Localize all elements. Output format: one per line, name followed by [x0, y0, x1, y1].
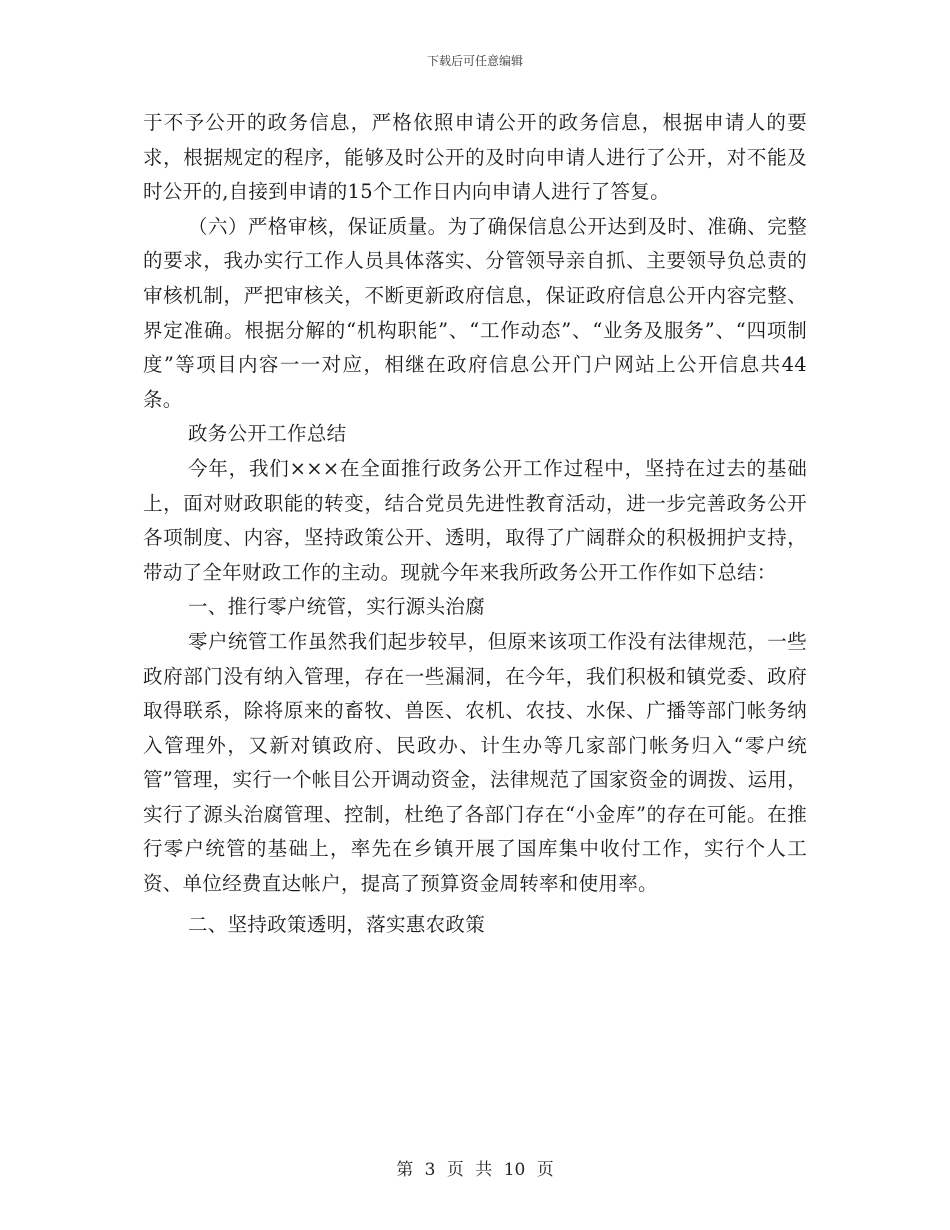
page-number: 第 3 页 共 10 页 [396, 1160, 554, 1180]
document-body [143, 106, 807, 942]
paragraph-continuation: 于不予公开的政务信息，严格依照申请公开的政务信息，根据申请人的要求，根据规定的程序，能够及时公开的及时向申请人进行了公开，对不能及时公开的,自接到申请的15个工作日内向申请人进行了答复。 [143, 111, 807, 204]
paragraph-section-one: 零户统管工作虽然我们起步较早，但原来该项工作没有法律规范，一些政府部门没有纳入管理，存在一些漏洞，在今年，我们积极和镇党委、政府取得联系，除将原来的畜牧、兽医、农机、农技、水保、广播等部门帐务纳入管理外，又新对镇政府、民政办、计生办等几家部门帐务归入“零户统管”管理，实行一个帐目公开调动资金，法律规范了国家资金的调拨、运用，实行了源头治腐管理、控制，杜绝了各部门存在“小金库”的存在可能。在推行零户统管的基础上，率先在乡镇开展了国库集中收付工作，实行个人工资、单位经费直达帐户，提高了预算资金周转率和使用率。 [143, 629, 807, 896]
document-title: 政务公开工作总结 [188, 422, 347, 446]
paragraph-intro: 今年，我们×××在全面推行政务公开工作过程中，坚持在过去的基础上，面对财政职能的转变，结合党员先进性教育活动，进一步完善政务公开各项制度、内容，坚持政策公开、透明，取得了广阔群众的积极拥护支持，带动了全年财政工作的主动。现就今年来我所政务公开工作作如下总结： [143, 456, 807, 584]
page-header-note: 下载后可任意编辑 [426, 54, 523, 68]
paragraph-section-six: （六）严格审核，保证质量。为了确保信息公开达到及时、准确、完整的要求，我办实行工作人员具体落实、分管领导亲自抓、主要领导负总责的审核机制，严把审核关，不断更新政府信息，保证政府信息公开内容完整、界定准确。根据分解的“机构职能”、“工作动态”、“业务及服务”、“四项制度”等项目内容一一对应，相继在政府信息公开门户网站上公开信息共44条。 [143, 214, 807, 411]
section-heading-one: 一、推行零户统管，实行源头治腐 [188, 595, 486, 619]
section-heading-two: 二、坚持政策透明，落实惠农政策 [188, 912, 486, 936]
